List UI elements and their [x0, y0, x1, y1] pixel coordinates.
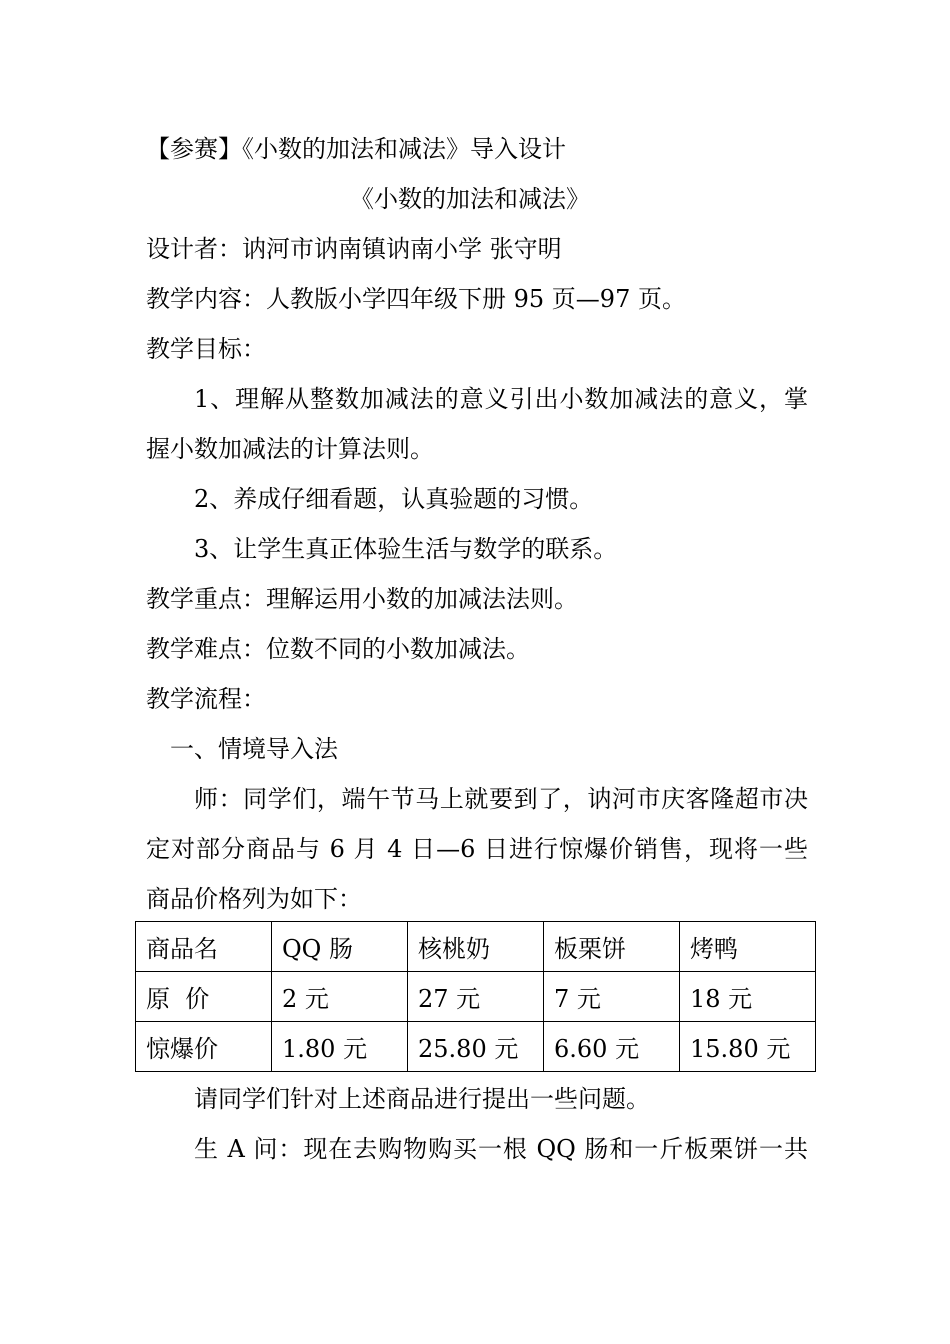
- designer-line: 设计者：讷河市讷南镇讷南小学 张守明: [146, 235, 562, 263]
- difficulty-line: 教学难点：位数不同的小数加减法。: [146, 635, 530, 663]
- teacher-line-2: 定对部分商品与 6 月 4 日—6 日进行惊爆价销售，现将一些: [146, 835, 808, 863]
- table-cell: 25.80 元: [408, 1022, 544, 1072]
- table-row: [136, 922, 816, 972]
- after-table-line: 请同学们针对上述商品进行提出一些问题。: [194, 1085, 650, 1113]
- price-table: [135, 921, 816, 1072]
- goal-1-line-1: 1、理解从整数加减法的意义引出小数加减法的意义，掌: [194, 385, 808, 413]
- process-label: 教学流程：: [146, 685, 266, 713]
- table-cell: 烤鸭: [680, 922, 816, 972]
- table-row: [136, 972, 816, 1022]
- table-cell: 惊爆价: [136, 1022, 272, 1072]
- table-cell: 15.80 元: [680, 1022, 816, 1072]
- table-cell: 6.60 元: [544, 1022, 680, 1072]
- student-a-line: 生 A 问：现在去购物购买一根 QQ 肠和一斤板栗饼一共: [194, 1135, 808, 1163]
- goal-3: 3、让学生真正体验生活与数学的联系。: [194, 535, 618, 563]
- table-cell: QQ 肠: [272, 922, 408, 972]
- content-line: 教学内容：人教版小学四年级下册 95 页—97 页。: [146, 285, 686, 313]
- table-cell: 原 价: [136, 972, 272, 1022]
- table-cell: 核桃奶: [408, 922, 544, 972]
- table-cell: 商品名: [136, 922, 272, 972]
- document-heading: 【参赛】《小数的加法和减法》导入设计: [146, 135, 566, 163]
- goal-2: 2、养成仔细看题，认真验题的习惯。: [194, 485, 594, 513]
- goals-label: 教学目标：: [146, 335, 266, 363]
- section-1-heading: 一、情境导入法: [170, 735, 338, 763]
- table-cell: 板栗饼: [544, 922, 680, 972]
- key-point-line: 教学重点：理解运用小数的加减法法则。: [146, 585, 578, 613]
- table-cell: 1.80 元: [272, 1022, 408, 1072]
- goal-1-line-2: 握小数加减法的计算法则。: [146, 435, 434, 463]
- table-cell: 27 元: [408, 972, 544, 1022]
- table-cell: 7 元: [544, 972, 680, 1022]
- teacher-line-3: 商品价格列为如下：: [146, 885, 362, 913]
- table-cell: 18 元: [680, 972, 816, 1022]
- table-row: [136, 1022, 816, 1072]
- teacher-line-1: 师：同学们，端午节马上就要到了，讷河市庆客隆超市决: [194, 785, 808, 813]
- document-subtitle: 《小数的加法和减法》: [350, 185, 590, 213]
- table-cell: 2 元: [272, 972, 408, 1022]
